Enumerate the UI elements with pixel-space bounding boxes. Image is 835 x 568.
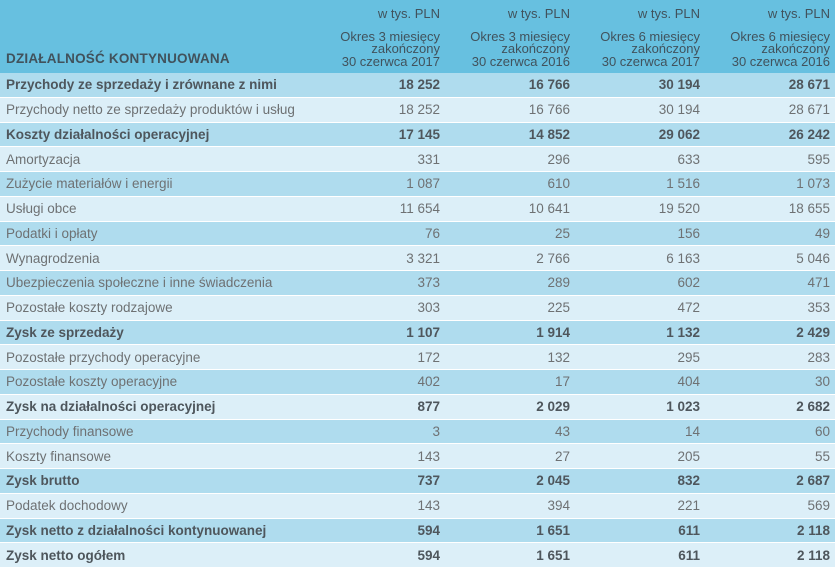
period-line: Okres 6 miesięcy <box>730 28 830 44</box>
row-value: 3 <box>432 423 440 439</box>
row-value: 26 242 <box>788 126 830 142</box>
table-row <box>0 444 835 469</box>
row-value: 1 073 <box>796 176 830 192</box>
row-value: 10 641 <box>528 201 570 217</box>
row-value: 132 <box>547 349 570 365</box>
row-value: 1 651 <box>536 547 570 563</box>
row-value: 331 <box>417 151 440 167</box>
row-value: 18 655 <box>788 201 830 217</box>
row-label: Przychody finansowe <box>6 423 134 439</box>
row-value: 14 <box>684 423 700 439</box>
row-value: 594 <box>417 522 440 538</box>
row-value: 2 118 <box>796 522 830 538</box>
row-label: Zysk ze sprzedaży <box>6 324 124 340</box>
row-value: 353 <box>807 300 830 316</box>
section-title: DZIAŁALNOŚĆ KONTYNUOWANA <box>6 51 230 66</box>
row-value: 2 118 <box>796 547 830 563</box>
row-value: 11 654 <box>399 201 440 217</box>
row-label: Koszty finansowe <box>6 448 112 464</box>
row-value: 402 <box>417 374 440 390</box>
row-value: 2 687 <box>796 473 830 489</box>
table-row <box>0 519 835 544</box>
row-value: 1 914 <box>536 324 570 340</box>
row-value: 30 194 <box>658 102 700 118</box>
table-row <box>0 197 835 222</box>
row-value: 17 145 <box>398 126 440 142</box>
period-line: Okres 3 miesięcy <box>340 28 440 44</box>
row-label: Zysk brutto <box>6 473 80 489</box>
row-value: 18 252 <box>398 102 440 118</box>
row-value: 1 651 <box>536 522 570 538</box>
row-value: 2 029 <box>536 399 570 415</box>
row-value: 602 <box>677 275 700 291</box>
row-value: 633 <box>677 151 700 167</box>
row-value: 18 252 <box>398 77 440 93</box>
row-value: 14 852 <box>528 126 570 142</box>
row-label: Zysk netto ogółem <box>6 547 126 563</box>
row-label: Przychody ze sprzedaży i zrównane z nimi <box>6 77 277 93</box>
row-label: Usługi obce <box>6 201 77 217</box>
row-label: Pozostałe koszty operacyjne <box>6 374 178 390</box>
period-line: 30 czerwca 2016 <box>471 53 570 69</box>
row-value: 737 <box>417 473 440 489</box>
row-value: 296 <box>547 151 570 167</box>
unit-label: w tys. PLN <box>767 6 830 21</box>
table-row <box>0 73 835 98</box>
row-value: 283 <box>807 349 830 365</box>
table-row <box>0 172 835 197</box>
row-label: Pozostałe koszty rodzajowe <box>6 300 173 316</box>
row-label: Pozostałe przychody operacyjne <box>6 349 201 365</box>
table-row <box>0 469 835 494</box>
table-row <box>0 98 835 123</box>
table-row <box>0 246 835 271</box>
row-value: 76 <box>424 225 440 241</box>
period-header <box>315 28 440 69</box>
row-label: Zysk na działalności operacyjnej <box>6 399 216 415</box>
period-line: zakończony <box>501 41 570 56</box>
row-value: 1 087 <box>406 176 440 192</box>
row-value: 832 <box>677 473 700 489</box>
row-value: 30 194 <box>658 77 700 93</box>
row-label: Amortyzacja <box>6 151 81 167</box>
row-value: 1 023 <box>666 399 700 415</box>
table-row <box>0 123 835 148</box>
row-value: 221 <box>677 498 700 514</box>
row-label: Koszty działalności operacyjnej <box>6 126 210 142</box>
unit-label: w tys. PLN <box>637 6 700 21</box>
row-value: 143 <box>417 448 440 464</box>
table-row <box>0 345 835 370</box>
table-row <box>0 271 835 296</box>
row-value: 2 429 <box>796 324 830 340</box>
row-value: 17 <box>554 374 570 390</box>
row-value: 205 <box>677 448 700 464</box>
table-row <box>0 296 835 321</box>
row-value: 28 671 <box>788 102 830 118</box>
row-value: 172 <box>417 349 440 365</box>
row-value: 594 <box>417 547 440 563</box>
row-value: 16 766 <box>528 102 570 118</box>
table-row <box>0 370 835 395</box>
row-value: 156 <box>677 225 700 241</box>
row-value: 43 <box>554 423 570 439</box>
row-label: Podatek dochodowy <box>6 498 128 514</box>
row-value: 16 766 <box>528 77 570 93</box>
table-body <box>0 73 835 568</box>
row-value: 373 <box>417 275 440 291</box>
table-row <box>0 222 835 247</box>
row-value: 472 <box>677 300 700 316</box>
row-value: 2 682 <box>796 399 830 415</box>
period-header <box>705 28 830 69</box>
row-value: 611 <box>678 522 700 538</box>
row-value: 303 <box>417 300 440 316</box>
table-row <box>0 494 835 519</box>
row-value: 2 045 <box>536 473 570 489</box>
row-label: Zużycie materiałów i energii <box>6 176 173 192</box>
row-value: 1 132 <box>666 324 700 340</box>
period-line: zakończony <box>371 41 440 56</box>
period-line: zakończony <box>761 41 830 56</box>
row-value: 60 <box>814 423 830 439</box>
column-header <box>445 0 575 73</box>
row-label: Wynagrodzenia <box>6 250 100 266</box>
period-line: zakończony <box>631 41 700 56</box>
row-value: 569 <box>807 498 830 514</box>
row-value: 225 <box>547 300 570 316</box>
row-label: Podatki i opłaty <box>6 225 98 241</box>
period-line: 30 czerwca 2017 <box>341 53 440 69</box>
row-value: 25 <box>554 225 570 241</box>
row-value: 289 <box>547 275 570 291</box>
row-value: 28 671 <box>788 77 830 93</box>
table-header <box>0 0 835 73</box>
row-value: 6 163 <box>666 250 700 266</box>
column-header <box>705 0 835 73</box>
unit-label: w tys. PLN <box>377 6 440 21</box>
row-value: 143 <box>417 498 440 514</box>
column-header <box>315 0 445 73</box>
row-value: 55 <box>814 448 830 464</box>
row-value: 5 046 <box>796 250 830 266</box>
row-value: 404 <box>677 374 700 390</box>
period-line: 30 czerwca 2017 <box>601 53 700 69</box>
row-label: Przychody netto ze sprzedaży produktów i usług <box>6 102 295 118</box>
period-header <box>445 28 570 69</box>
row-value: 610 <box>547 176 570 192</box>
period-header <box>575 28 700 69</box>
row-value: 1 107 <box>406 324 440 340</box>
period-line: Okres 6 miesięcy <box>600 28 700 44</box>
row-value: 19 520 <box>658 201 700 217</box>
row-value: 29 062 <box>658 126 700 142</box>
table-row <box>0 321 835 346</box>
row-value: 877 <box>417 399 440 415</box>
row-value: 49 <box>814 225 830 241</box>
column-header <box>575 0 705 73</box>
period-line: 30 czerwca 2016 <box>731 53 830 69</box>
row-value: 2 766 <box>536 250 570 266</box>
row-value: 3 321 <box>406 250 440 266</box>
row-value: 595 <box>807 151 830 167</box>
row-value: 471 <box>807 275 830 291</box>
row-value: 1 516 <box>666 176 700 192</box>
unit-label: w tys. PLN <box>507 6 570 21</box>
row-label: Zysk netto z działalności kontynuowanej <box>6 522 267 538</box>
row-value: 30 <box>814 374 830 390</box>
period-line: Okres 3 miesięcy <box>470 28 570 44</box>
table-row <box>0 543 835 568</box>
row-value: 394 <box>547 498 570 514</box>
row-value: 295 <box>677 349 700 365</box>
table-row <box>0 395 835 420</box>
table-row <box>0 420 835 445</box>
row-value: 611 <box>678 547 700 563</box>
row-label: Ubezpieczenia społeczne i inne świadczenia <box>6 275 273 291</box>
row-value: 27 <box>554 448 570 464</box>
table-row <box>0 147 835 172</box>
